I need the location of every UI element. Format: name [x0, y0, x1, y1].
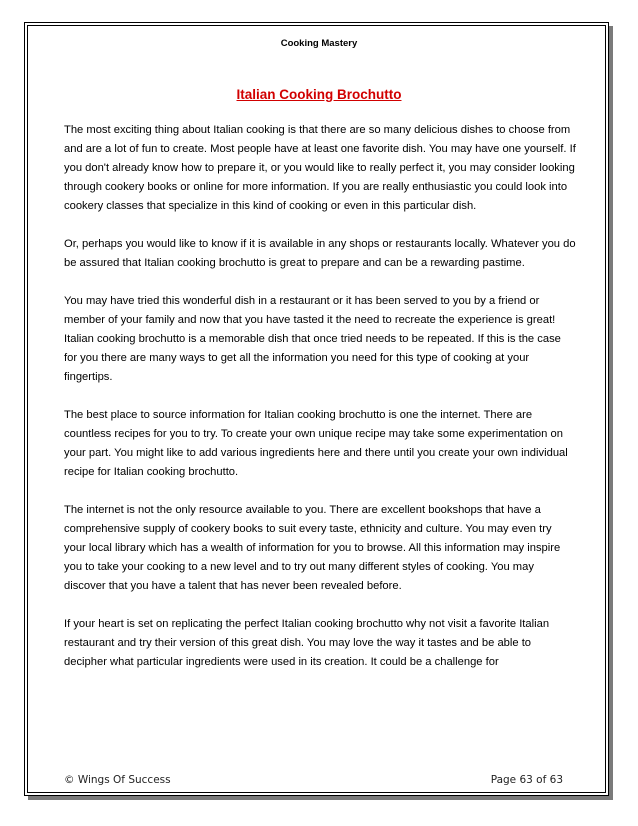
- footer-page-number: Page 63 of 63: [490, 774, 563, 786]
- paragraph: The internet is not the only resource available to you. There are excellent bookshops that have a comprehensive supply of cookery books to suit every taste, ethnicity and culture. You may even try your local library which has a wealth of information for you to browse. All this information may inspire you to take your cooking to a new level and to try out many different styles of cooking. You may discover that you have a talent that has never been revealed before.: [64, 504, 561, 592]
- paragraph: The best place to source information for Italian cooking brochutto is one the internet. There are countless recipes for you to try. To create your own unique recipe may take some experimentation on your part. You might like to add various ingredients here and there until you create your own individual recipe for Italian cooking brochutto.: [64, 409, 568, 478]
- paragraph: Or, perhaps you would like to know if it is available in any shops or restaurants locally. Whatever you do be assured that Italian cooking brochutto is great to prepare and can be a rewarding pastime.: [64, 238, 576, 269]
- paragraph: You may have tried this wonderful dish in a restaurant or it has been served to you by a friend or member of your family and now that you have tasted it the need to recreate the experience is great! Italian cooking brochutto is a memorable dish that once tried needs to be repeated. If this is the case for you there are many ways to get all the information you need for this type of cooking at your fingertips.: [64, 295, 561, 383]
- body-text: [64, 121, 576, 691]
- footer-copyright: © Wings Of Success: [64, 774, 171, 786]
- running-header: Cooking Mastery: [280, 38, 358, 49]
- paragraph: The most exciting thing about Italian cooking is that there are so many delicious dishes to choose from and are a lot of fun to create. Most people have at least one favorite dish. You may have one yourself. If you don't already know how to prepare it, or you would like to really perfect it, you may consider looking through cookery books or online for more information. If you are really enthusiastic you could look into cookery classes that specialize in this kind of cooking or even in this particular dish.: [64, 124, 576, 212]
- paragraph: If your heart is set on replicating the perfect Italian cooking brochutto why not visit a favorite Italian restaurant and try their version of this great dish. You may love the way it tastes and be able to decipher what particular ingredients were used in its creation. It could be a challenge for: [64, 618, 550, 668]
- page-title: Italian Cooking Brochutto: [236, 87, 402, 102]
